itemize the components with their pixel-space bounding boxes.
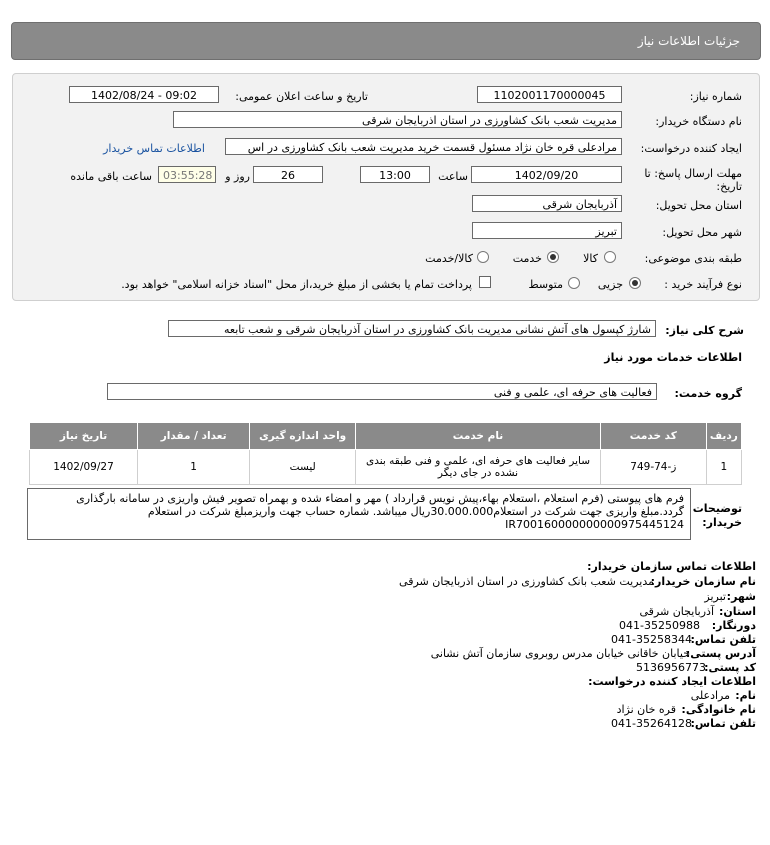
creator-phone: 041-35264128 [611,717,692,730]
service-name: سایر فعالیت های حرفه ای، علمی و فنی طبقه بندی نشده در جای دیگر [356,450,601,485]
process-partial-radio[interactable] [629,277,641,289]
creator-label: ایجاد کننده درخواست: [640,142,742,155]
contact-postal-label: کد پستی: [704,661,756,674]
service-unit: لیست [250,450,356,485]
contact-fax-label: دورنگار: [711,619,756,632]
page-title: جزئیات اطلاعات نیاز [637,34,740,48]
city-field[interactable]: تبریز [472,222,622,239]
contact-title: اطلاعات تماس سازمان خریدار: [587,560,756,573]
need-number-field[interactable]: 1102001170000045 [477,86,622,103]
need-number-label: شماره نیاز: [689,90,742,103]
contact-org-label: نام سازمان خریدار: [650,575,756,588]
creator-field[interactable]: مرادعلی قره خان نژاد مسئول قسمت خرید مدیریت شعب بانک کشاورزی در اس [225,138,622,155]
col-code: کد خدمت [600,423,706,450]
contact-city-label: شهر: [726,590,756,603]
city-label: شهر محل تحویل: [662,226,742,239]
announce-field[interactable]: 1402/08/24 - 09:02 [69,86,219,103]
deadline-label: مهلت ارسال پاسخ: تا تاریخ: [644,167,742,193]
deadline-time-field[interactable]: 13:00 [360,166,430,183]
province-label: استان محل تحویل: [655,199,742,212]
category-goods-service-label: کالا/خدمت [425,252,473,265]
creator-phone-label: تلفن تماس: [690,717,756,730]
services-section-title: اطلاعات خدمات مورد نیاز [604,351,742,364]
summary-field[interactable]: شارژ کپسول های آتش نشانی مدیریت بانک کشاورزی در استان آذربایجان شرقی و شعب تابعه [168,320,656,337]
service-code: ز-74-749 [600,450,706,485]
category-label: طبقه بندی موضوعی: [644,252,742,265]
page-header [11,22,761,60]
creator-name-label: نام: [735,689,756,702]
announce-label: تاریخ و ساعت اعلان عمومی: [235,90,368,103]
creator-name: مرادعلی [690,689,730,702]
service-date: 1402/09/27 [30,450,138,485]
services-table [29,422,742,485]
process-partial-label: جزیی [597,278,623,291]
service-group-label: گروه خدمت: [674,387,742,400]
process-medium-label: متوسط [528,278,563,291]
buyer-notes-field[interactable]: فرم های پیوستی (فرم استعلام ،استعلام بهاء،پیش نویس قرارداد ) مهر و امضاء شده و بهمراه تصویر فیش واریزی در سامانه بارگذاری گردد.مبلغ واریزی جهت شرکت در استعلام30.000.000ریال میباشد. شماره حساب جهت واریزمبلغ شرکت در استعلام IR700160000000000975445124 [27,488,691,540]
col-name: نام خدمت [356,423,601,450]
contact-postal: 5136956773 [636,661,706,674]
category-goods-service-radio[interactable] [477,251,489,263]
creator-family-label: نام خانوادگی: [681,703,756,716]
contact-address: خیابان خاقانی خیابان مدرس روبروی سازمان آتش نشانی [430,647,690,660]
col-qty: تعداد / مقدار [138,423,250,450]
service-group-field[interactable]: فعالیت های حرفه ای، علمی و فنی [107,383,657,400]
buyer-contact-link[interactable]: اطلاعات تماس خریدار [103,142,205,155]
remaining-time-field: 03:55:28 [158,166,216,183]
contact-phone: 041-35258344 [611,633,692,646]
category-service-label: خدمت [512,252,542,265]
col-unit: واحد اندازه گیری [250,423,356,450]
buyer-notes-label: توضیحات خریدار: [692,502,742,529]
process-medium-radio[interactable] [568,277,580,289]
col-date: تاریخ نیاز [30,423,138,450]
buyer-org-label: نام دستگاه خریدار: [655,115,742,128]
contact-address-label: آدرس پستی: [685,647,756,660]
category-goods-radio[interactable] [604,251,616,263]
table-row [30,450,742,485]
row-number: 1 [706,450,741,485]
col-row: ردیف [706,423,741,450]
days-label: روز و [225,170,250,183]
contact-phone-label: تلفن تماس: [690,633,756,646]
contact-province: آذربایجان شرقی [639,605,714,618]
contact-city: تبریز [704,590,726,603]
category-service-radio[interactable] [547,251,559,263]
deadline-time-label: ساعت [438,170,468,183]
buyer-org-field[interactable]: مدیریت شعب بانک کشاورزی در استان اذربایجان شرقی [173,111,622,128]
summary-label: شرح کلی نیاز: [665,324,744,337]
deadline-date-field[interactable]: 1402/09/20 [471,166,622,183]
contact-province-label: استان: [719,605,756,618]
process-label: نوع فرآیند خرید : [664,278,742,291]
services-table-header [30,423,742,450]
creator-family: قره خان نژاد [616,703,676,716]
province-field[interactable]: آذربایجان شرقی [472,195,622,212]
creator-info-title: اطلاعات ایجاد کننده درخواست: [588,675,756,688]
treasury-text: پرداخت تمام یا بخشی از مبلغ خرید،از محل "اسناد خزانه اسلامی" خواهد بود. [121,278,472,291]
contact-fax: 041-35250988 [619,619,700,632]
remaining-label: ساعت باقی مانده [70,170,152,183]
contact-org: مدیریت شعب بانک کشاورزی در استان اذربایجان شرقی [399,575,654,588]
service-qty: 1 [138,450,250,485]
category-goods-label: کالا [583,252,598,265]
days-field[interactable]: 26 [253,166,323,183]
treasury-checkbox[interactable] [479,276,491,288]
